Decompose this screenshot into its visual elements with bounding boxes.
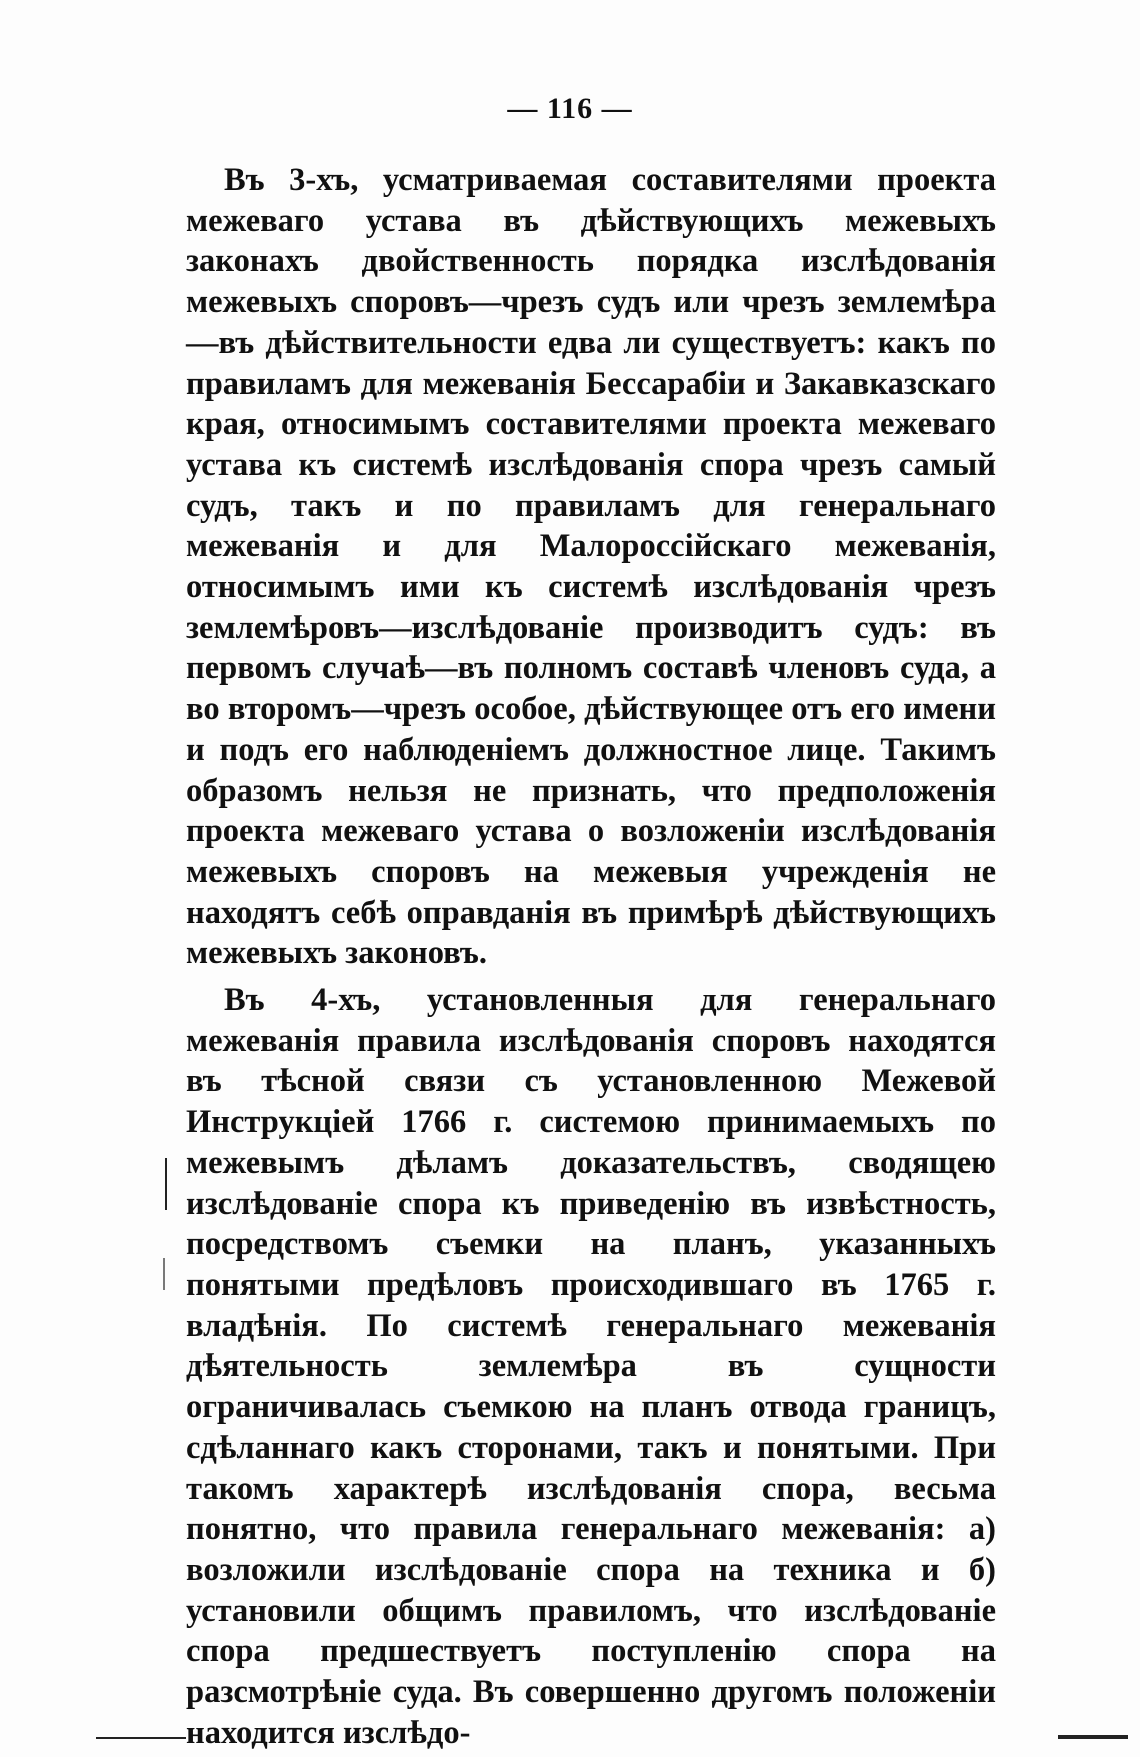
margin-mark-left [165, 1158, 167, 1210]
page-number: — 116 — [507, 92, 633, 125]
footer-rule-left [96, 1737, 186, 1739]
body-text [186, 160, 996, 1753]
margin-mark-left-dots [163, 1258, 165, 1290]
paragraph-1: Въ 3-хъ, усматриваемая составителями проекта межеваго устава въ дѣйствующихъ межевыхъ законахъ двойственность порядка изслѣдованія межевыхъ споровъ—чрезъ судъ или чрезъ землемѣра—въ дѣйствительности едва ли существуетъ: какъ по правиламъ для межеванія Бессарабіи и Закавказскаго края, относимымъ составителями проекта межеваго устава къ системѣ изслѣдованія спора чрезъ самый судъ, такъ и по правиламъ для генеральнаго межеванія и для Малороссійскаго межеванія, относимымъ ими къ системѣ изслѣдованія чрезъ землемѣровъ—изслѣдованіе производитъ судъ: въ первомъ случаѣ—въ полномъ составѣ членовъ суда, а во второмъ—чрезъ особое, дѣйствующее отъ его имени и подъ его наблюденіемъ должностное лице. Такимъ образомъ нельзя не признать, что предположенія проекта межеваго устава о возложеніи изслѣдованія межевыхъ споровъ на межевыя учрежденія не находятъ себѣ оправданія въ примѣрѣ дѣйствующихъ межевыхъ законовъ. [186, 162, 996, 972]
paragraph-2: Въ 4-хъ, установленныя для генеральнаго межеванія правила изслѣдованія споровъ находятся въ тѣсной связи съ установленною Межевой Инструкціей 1766 г. системою принимаемыхъ по межевымъ дѣламъ доказательствъ, сводящею изслѣдованіе спора къ приведенію въ извѣстность, посредствомъ съемки на планъ, указанныхъ понятыми предѣловъ происходившаго въ 1765 г. владѣнія. По системѣ генеральнаго межеванія дѣятельность землемѣра въ сущности ограничивалась съемкою на планъ отвода границъ, сдѣланнаго какъ сторонами, такъ и понятыми. При такомъ характерѣ изслѣдованія спора, весьма понятно, что правила генеральнаго межеванія: а) возложили изслѣдованіе спора на техника и б) установили общимъ правиломъ, что изслѣдованіе спора предшествуетъ поступленію спора на разсмотрѣніе суда. Въ совершенно другомъ положеніи находится изслѣдо- [186, 982, 996, 1751]
footer-rule-right [1058, 1735, 1128, 1739]
